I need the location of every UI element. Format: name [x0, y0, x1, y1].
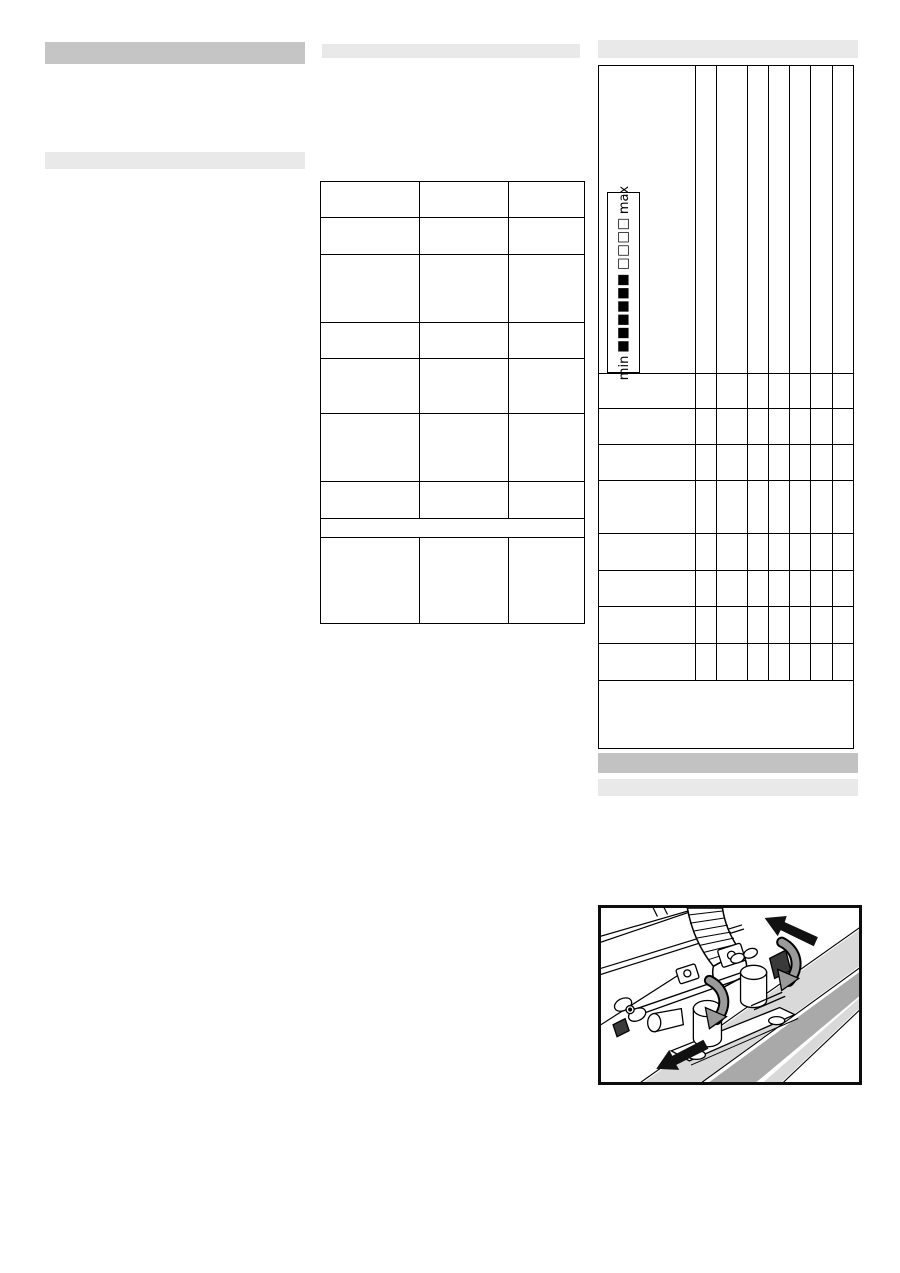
table-cell: [717, 409, 748, 445]
table-cell: [696, 374, 717, 409]
table-cell: [769, 409, 790, 445]
table-cell: [748, 409, 769, 445]
table-cell: [811, 607, 833, 644]
table-cell: [811, 481, 833, 534]
table-cell: [717, 534, 748, 571]
table-cell: [811, 644, 833, 681]
table-cell: [696, 644, 717, 681]
min-label: min: [616, 355, 631, 380]
table-cell: [717, 445, 748, 481]
table-cell: [717, 374, 748, 409]
table-cell: [811, 571, 833, 607]
min-max-scale-box: [607, 185, 640, 380]
table-cell: [790, 66, 811, 374]
table-cell: [748, 534, 769, 571]
table-cell: [599, 644, 696, 681]
table-cell: [420, 218, 509, 255]
table-cell: [811, 409, 833, 445]
table-cell: [599, 607, 696, 644]
table-cell: [790, 409, 811, 445]
table-cell: [321, 182, 420, 218]
table-cell: [420, 482, 509, 519]
table-cell: [696, 481, 717, 534]
table-cell: [833, 409, 853, 445]
right-heading-bar: [598, 40, 858, 58]
table-cell: [321, 323, 420, 359]
table-cell: [420, 538, 509, 623]
table-cell: [420, 359, 509, 414]
table-cell: [509, 255, 584, 323]
table-cell: [599, 571, 696, 607]
table-cell: [599, 534, 696, 571]
table-cell: [833, 66, 853, 374]
table-cell: [509, 538, 584, 623]
right-section-bar-dark: [598, 753, 858, 773]
table-cell: [717, 66, 748, 374]
table-cell: [790, 445, 811, 481]
table-cell: [833, 374, 853, 409]
table-cell: [790, 534, 811, 571]
table-cell: [717, 644, 748, 681]
table-cell: [696, 445, 717, 481]
table-cell: [748, 571, 769, 607]
table-cell: [509, 182, 584, 218]
table-cell: [811, 445, 833, 481]
table-cell: [811, 374, 833, 409]
table-cell: [321, 538, 420, 623]
table-cell: [811, 66, 833, 374]
right-section-bar-light: [598, 779, 858, 796]
table-cell: [790, 374, 811, 409]
right-matrix-table: [598, 65, 854, 749]
table-cell: [769, 66, 790, 374]
table-cell: [321, 414, 420, 482]
squeegee-rail-illustration: [598, 905, 862, 1085]
table-cell: [769, 644, 790, 681]
table-cell: [509, 218, 584, 255]
max-label: max: [616, 185, 631, 214]
table-cell: [748, 66, 769, 374]
table-cell: [599, 481, 696, 534]
table-cell: [509, 414, 584, 482]
table-cell: [769, 481, 790, 534]
table-cell: [321, 255, 420, 323]
table-cell: [509, 323, 584, 359]
middle-heading-bar: [322, 44, 580, 58]
table-cell: [811, 534, 833, 571]
table-cell: [748, 445, 769, 481]
table-cell: [509, 482, 584, 519]
table-cell: [833, 644, 853, 681]
left-heading-bar: [45, 42, 305, 64]
table-cell: [321, 359, 420, 414]
table-cell: [599, 374, 696, 409]
table-cell: [769, 607, 790, 644]
table-cell: [790, 571, 811, 607]
table-cell: [769, 534, 790, 571]
table-cell: [696, 66, 717, 374]
table-cell: [833, 481, 853, 534]
table-cell: [833, 445, 853, 481]
table-cell: [696, 571, 717, 607]
table-cell: [769, 374, 790, 409]
table-cell: [599, 409, 696, 445]
table-cell: [717, 481, 748, 534]
table-cell: [748, 374, 769, 409]
table-cell: [833, 571, 853, 607]
table-cell: [509, 359, 584, 414]
table-cell: [321, 519, 584, 538]
min-max-scale: [611, 185, 637, 380]
empty-scale-blocks: □□□□: [614, 216, 631, 270]
table-cell: [696, 607, 717, 644]
table-cell: [321, 218, 420, 255]
table-cell: [769, 445, 790, 481]
table-cell: [420, 414, 509, 482]
table-cell: [748, 481, 769, 534]
table-cell: [696, 409, 717, 445]
table-cell: [748, 644, 769, 681]
filled-scale-blocks: ■■■■■■: [614, 272, 631, 353]
table-cell: [717, 607, 748, 644]
table-cell: [321, 482, 420, 519]
table-cell: [833, 534, 853, 571]
table-cell: [769, 571, 790, 607]
table-cell: [420, 182, 509, 218]
table-cell: [790, 481, 811, 534]
left-subheading-bar: [45, 152, 305, 169]
table-cell: [790, 644, 811, 681]
table-cell: [599, 445, 696, 481]
table-cell: [599, 681, 853, 748]
table-cell: [790, 607, 811, 644]
table-cell: [717, 571, 748, 607]
table-cell: [420, 255, 509, 323]
table-cell: [833, 607, 853, 644]
table-cell: [420, 323, 509, 359]
table-cell: [748, 607, 769, 644]
table-cell: [696, 534, 717, 571]
middle-spec-table: [320, 181, 585, 624]
